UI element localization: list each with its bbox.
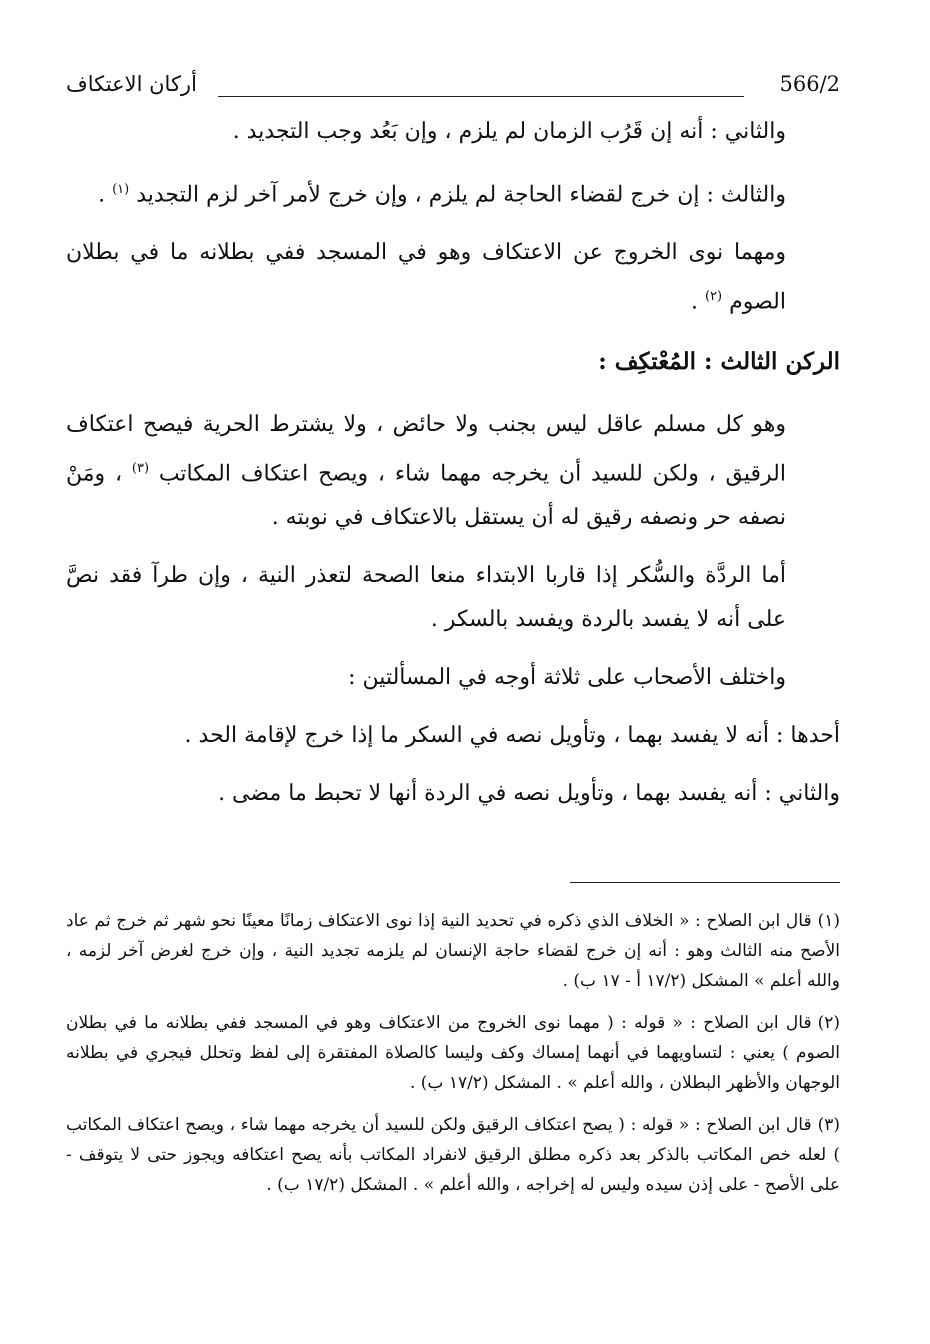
- paragraph-text: والثاني : أنه إن قَرُب الزمان لم يلزم ، وإن بَعُد وجب التجديد .: [232, 119, 786, 144]
- paragraph-disagreement: [66, 656, 840, 700]
- paragraph-apostasy-intoxication: [66, 554, 840, 642]
- footnote-ref-3[interactable]: (٣): [131, 460, 150, 476]
- paragraph-first-view: [66, 714, 840, 758]
- footnote-ref-2[interactable]: (٢): [704, 289, 723, 305]
- paragraph-second-opinion: [66, 110, 840, 154]
- footnote-ref-1[interactable]: (١): [112, 182, 130, 197]
- footnote-text: قال ابن الصلاح : « قوله : ( مهما نوى الخروج من الاعتكاف وهو في المسجد ففي بطلانه ما في بطلان الصوم ) يعني : لتساويهما في أنهما إمساك وكف وليسا كالصلاة المفتقرة إلى لفظ وتحلل فيجري في بطلانه الوجهان والأظهر البطلان ، والله أعلم » . المشكل (١٧/٢ ب) .: [66, 1013, 840, 1093]
- paragraph-second-view: [66, 772, 840, 816]
- paragraph-text: وهو كل مسلم عاقل ليس بجنب ولا حائض ، ولا يشترط الحرية فيصح اعتكاف الرقيق ، ولكن للسيد أن يخرجه مهما شاء ، ويصح اعتكاف المكاتب: [66, 411, 786, 486]
- paragraph-end: .: [98, 182, 113, 208]
- section-title: أركان الاعتكاف: [66, 72, 197, 96]
- footnote-2: [66, 1008, 840, 1098]
- book-page: [66, 60, 840, 1330]
- footnotes: [66, 906, 840, 1212]
- paragraph-conditions: [66, 403, 840, 540]
- footnote-1: [66, 906, 840, 996]
- paragraph-text: ومهما نوى الخروج عن الاعتكاف وهو في المسجد ففي بطلانه ما في بطلان الصوم: [66, 240, 786, 315]
- paragraph-text: أحدها : أنه لا يفسد بهما ، وتأويل نصه في السكر ما إذا خرج لإقامة الحد .: [184, 722, 840, 748]
- paragraph-text: أما الردَّة والسُّكر إذا قاربا الابتداء منعا الصحة لتعذر النية ، وإن طرآ فقد نصَّ على أنه لا يفسد بالردة ويفسد بالسكر .: [66, 562, 786, 632]
- page-number: 566/2: [779, 72, 840, 96]
- footnote-number: (٢): [817, 1013, 840, 1033]
- footnote-number: (٣): [817, 1115, 840, 1135]
- heading-text: الركن الثالث : المُعْتكِف :: [598, 347, 840, 375]
- footnote-text: قال ابن الصلاح : « قوله : ( يصح اعتكاف الرقيق ولكن للسيد أن يخرجه مهما شاء ، ويصح اعتكاف المكاتب ) لعله خص المكاتب بالذكر بعد ذكره مطلق الرقيق لانفراد المكاتب بأنه يصح اعتكافه ويجوز حتى لا يتوقف - على الأصح - على إذن سيده وليس له إخراجه ، والله أعلم » . المشكل (١٧/٢ ب) .: [66, 1115, 840, 1195]
- paragraph-text: والثالث : إن خرج لقضاء الحاجة لم يلزم ، وإن خرج لأمر آخر لزم التجديد: [136, 182, 786, 208]
- running-header: [66, 60, 840, 110]
- paragraph-end: .: [690, 289, 705, 315]
- section-heading: [66, 339, 840, 385]
- paragraph-exit-intention: [66, 231, 840, 324]
- header-rule: [218, 96, 744, 97]
- body-text: [66, 110, 840, 816]
- footnote-separator: [570, 882, 840, 883]
- footnote-number: (١): [817, 911, 840, 931]
- footnote-3: [66, 1110, 840, 1200]
- paragraph-third-opinion: [66, 168, 840, 217]
- paragraph-text-continued: ، ومَنْ نصفه حر ونصفه رقيق له أن يستقل بالاعتكاف في نوبته .: [66, 460, 786, 530]
- paragraph-text: والثاني : أنه يفسد بهما ، وتأويل نصه في الردة أنها لا تحبط ما مضى .: [218, 780, 840, 806]
- paragraph-text: واختلف الأصحاب على ثلاثة أوجه في المسألتين :: [348, 664, 786, 690]
- footnote-text: قال ابن الصلاح : « الخلاف الذي ذكره في تحديد النية إذا نوى الاعتكاف زمانًا معينًا نحو شهر ثم خرج ثم عاد الأصح منه الثالث وهو : أنه إن خرج لقضاء حاجة الإنسان لم يلزمه تجديد النية ، وإن خرج لغرض آخر لزمه ، والله أعلم » المشكل (١٧/٢ أ - ١٧ ب) .: [66, 911, 840, 991]
